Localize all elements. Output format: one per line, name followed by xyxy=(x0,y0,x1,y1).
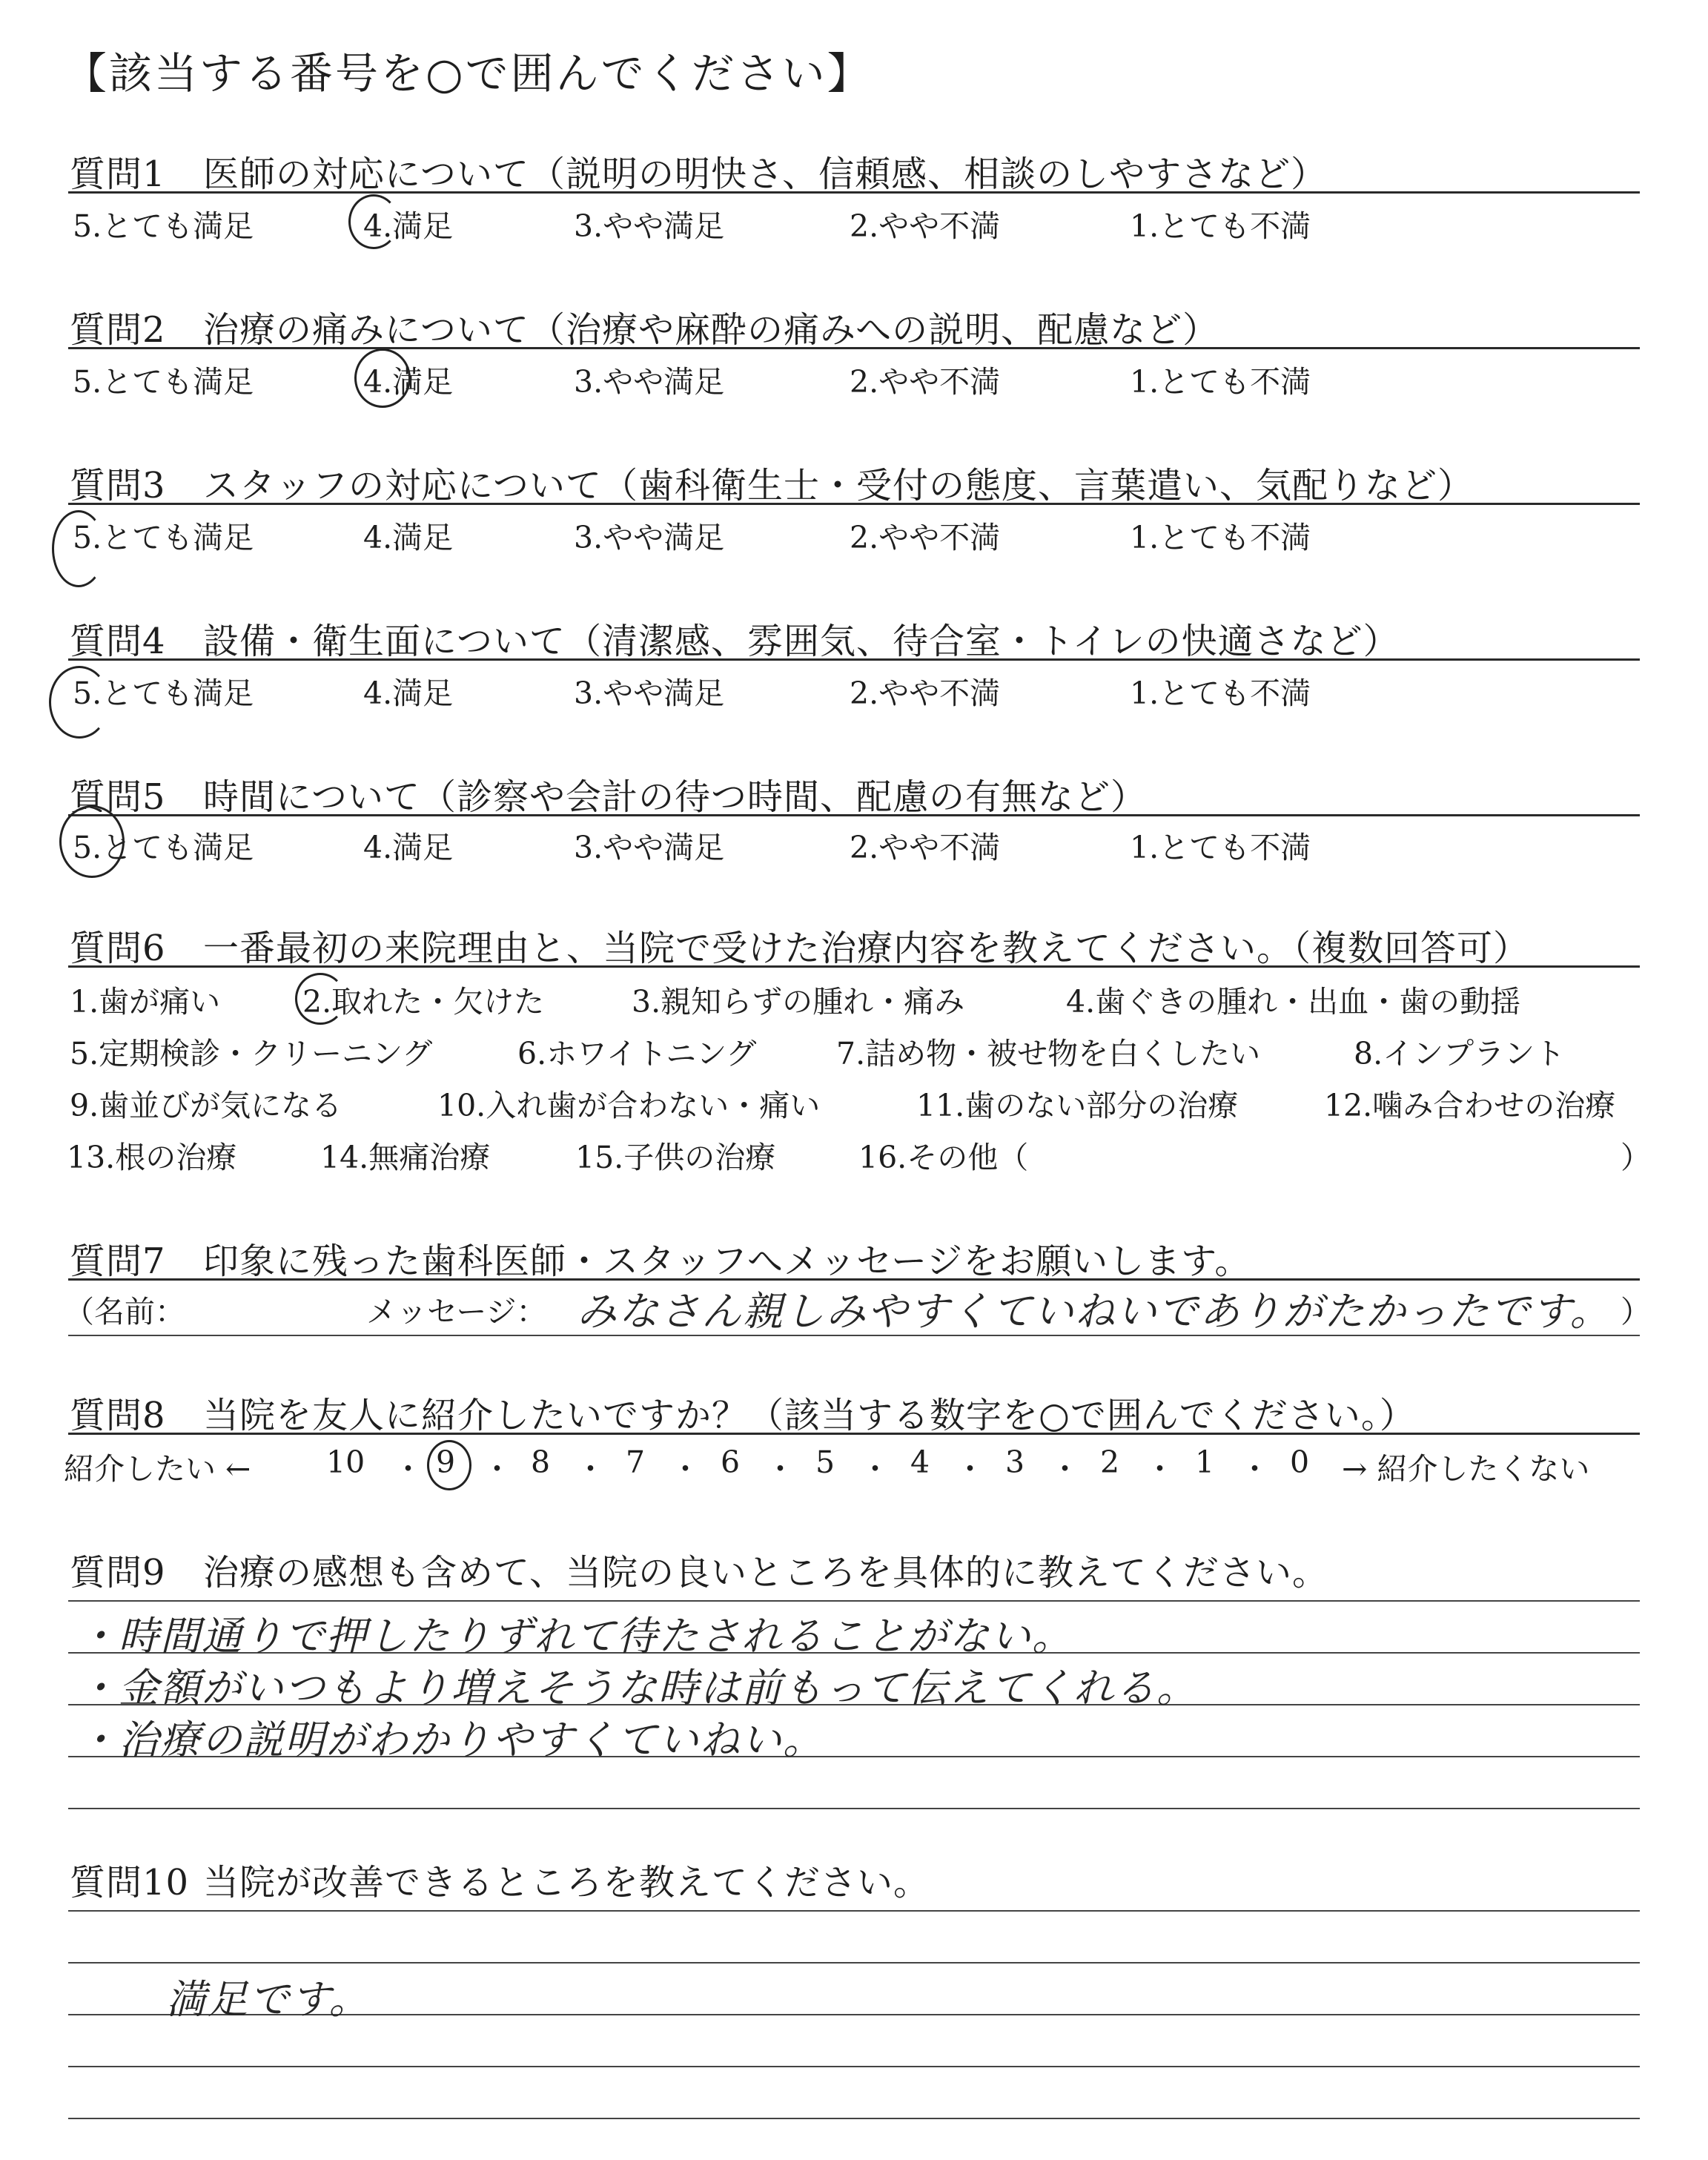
answer-line xyxy=(68,2118,1640,2119)
q6-option-7[interactable]: 7.詰め物・被せ物を白くしたい xyxy=(836,1036,1261,1071)
q5-selection-circle xyxy=(59,805,125,878)
question-text: 設備・衛生面について（清潔感、雰囲気、待合室・トイレの快適さなど） xyxy=(203,621,1400,662)
q8-score-10[interactable]: 10 xyxy=(326,1444,365,1480)
q6-option-5[interactable]: 5.定期検診・クリーニング xyxy=(70,1036,433,1071)
q6-option-16[interactable]: 16.その他（ xyxy=(858,1140,1029,1175)
divider xyxy=(68,965,1640,968)
q8-dot: ・ xyxy=(765,1451,795,1487)
q7-message-label: メッセージ： xyxy=(366,1294,547,1330)
question-text: 時間について（診察や会計の待つ時間、配慮の有無など） xyxy=(203,776,1148,818)
q8-score-5[interactable]: 5 xyxy=(815,1444,835,1480)
q3-option-5[interactable]: 5.とても満足 xyxy=(73,520,254,555)
q8-score-3[interactable]: 3 xyxy=(1005,1444,1025,1480)
question-text: スタッフの対応について（歯科衛生士・受付の態度、言葉遣い、気配りなど） xyxy=(203,465,1474,506)
question-number: 質問5 xyxy=(70,776,166,818)
question-number: 質問7 xyxy=(70,1241,166,1282)
q8-dot: ・ xyxy=(393,1451,423,1487)
q4-option-2[interactable]: 2.やや不満 xyxy=(850,676,1001,711)
q5-option-4[interactable]: 4.満足 xyxy=(363,830,454,865)
q5-option-5[interactable]: 5.とても満足 xyxy=(73,830,254,865)
question-number: 質問1 xyxy=(70,153,166,195)
answer-line xyxy=(68,1335,1640,1336)
q8-left-label: 紹介したい ← xyxy=(64,1451,251,1487)
q6-option-10[interactable]: 10.入れ歯が合わない・痛い xyxy=(437,1088,821,1123)
q3-selection-circle xyxy=(52,510,105,587)
question-5 xyxy=(70,768,1147,819)
q8-dot: ・ xyxy=(860,1451,890,1487)
q2-option-2[interactable]: 2.やや不満 xyxy=(850,364,1001,400)
q8-score-8[interactable]: 8 xyxy=(531,1444,551,1480)
q8-score-7[interactable]: 7 xyxy=(626,1444,646,1480)
q6-option-3[interactable]: 3.親知らずの腫れ・痛み xyxy=(632,984,965,1020)
q2-option-4[interactable]: 4.満足 xyxy=(363,364,454,400)
question-9 xyxy=(70,1544,1328,1595)
question-3 xyxy=(70,457,1474,508)
q1-option-2[interactable]: 2.やや不満 xyxy=(850,208,1001,244)
q6-option-14[interactable]: 14.無痛治療 xyxy=(320,1140,491,1175)
q9-answer-line-3: ・治療の説明がわかりやすくていねい。 xyxy=(77,1717,824,1763)
page-title: 【該当する番号を○で囲んでください】 xyxy=(64,48,873,99)
q8-dot: ・ xyxy=(1239,1451,1270,1487)
question-number: 質問4 xyxy=(70,621,166,662)
q8-dot: ・ xyxy=(482,1451,512,1487)
question-text: 当院が改善できるところを教えてください。 xyxy=(203,1862,930,1903)
q8-score-4[interactable]: 4 xyxy=(910,1444,930,1480)
q4-option-1[interactable]: 1.とても不満 xyxy=(1130,676,1311,711)
q6-option-12[interactable]: 12.噛み合わせの治療 xyxy=(1324,1088,1616,1123)
question-text: 治療の感想も含めて、当院の良いところを具体的に教えてください。 xyxy=(203,1552,1329,1593)
divider xyxy=(68,658,1640,661)
q4-option-5[interactable]: 5.とても満足 xyxy=(73,676,254,711)
question-number: 質問9 xyxy=(70,1552,166,1593)
q7-close-paren: ） xyxy=(1621,1294,1651,1330)
question-10 xyxy=(70,1854,930,1905)
q3-option-1[interactable]: 1.とても不満 xyxy=(1130,520,1311,555)
question-number: 質問3 xyxy=(70,465,166,506)
q5-option-2[interactable]: 2.やや不満 xyxy=(850,830,1001,865)
question-number: 質問6 xyxy=(70,928,166,969)
q6-selection-circle xyxy=(295,973,345,1025)
question-2 xyxy=(70,301,1219,352)
q6-option-9[interactable]: 9.歯並びが気になる xyxy=(70,1088,342,1123)
q7-name-label: （名前： xyxy=(64,1294,185,1330)
q6-close-paren: ） xyxy=(1621,1140,1651,1175)
question-number: 質問10 xyxy=(70,1862,190,1903)
q6-option-1[interactable]: 1.歯が痛い xyxy=(70,984,221,1020)
q8-score-2[interactable]: 2 xyxy=(1100,1444,1120,1480)
q4-selection-circle xyxy=(49,666,110,739)
q3-option-2[interactable]: 2.やや不満 xyxy=(850,520,1001,555)
q8-right-label: → 紹介したくない xyxy=(1342,1451,1590,1487)
q7-message-handwritten: みなさん親しみやすくていねいでありがたかったです。 xyxy=(577,1288,1612,1335)
q6-option-6[interactable]: 6.ホワイトニング xyxy=(517,1036,757,1071)
q1-option-3[interactable]: 3.やや満足 xyxy=(574,208,725,244)
q6-option-2[interactable]: 2.取れた・欠けた xyxy=(302,984,545,1020)
q8-selection-circle xyxy=(427,1440,471,1490)
question-text: 治療の痛みについて（治療や麻酔の痛みへの説明、配慮など） xyxy=(203,309,1219,351)
question-number: 質問2 xyxy=(70,309,166,351)
q9-answer-line-1: ・時間通りで押したりずれて待たされることがない。 xyxy=(77,1613,1073,1659)
q10-answer-handwritten: 満足です。 xyxy=(166,1976,371,2023)
q9-answer-line-2: ・金額がいつもより増えそうな時は前もって伝えてくれる。 xyxy=(77,1665,1198,1711)
q8-dot: ・ xyxy=(670,1451,701,1487)
question-4 xyxy=(70,612,1400,664)
divider xyxy=(68,503,1640,505)
q8-dot: ・ xyxy=(1050,1451,1080,1487)
q5-option-1[interactable]: 1.とても不満 xyxy=(1130,830,1311,865)
question-8 xyxy=(70,1387,1416,1438)
answer-line xyxy=(68,1962,1640,1964)
answer-line xyxy=(68,1808,1640,1809)
question-text: 当院を友人に紹介したいですか？（該当する数字を○で囲んでください。） xyxy=(203,1395,1416,1436)
q2-option-3[interactable]: 3.やや満足 xyxy=(574,364,725,400)
question-text: 医師の対応について（説明の明快さ、信頼感、相談のしやすさなど） xyxy=(203,153,1328,195)
divider xyxy=(68,1433,1640,1435)
q3-option-4[interactable]: 4.満足 xyxy=(363,520,454,555)
q6-option-13[interactable]: 13.根の治療 xyxy=(67,1140,237,1175)
q3-option-3[interactable]: 3.やや満足 xyxy=(574,520,725,555)
question-number: 質問8 xyxy=(70,1395,166,1436)
question-7 xyxy=(70,1232,1251,1284)
q1-option-4[interactable]: 4.満足 xyxy=(363,208,454,244)
question-text: 一番最初の来院理由と、当院で受けた治療内容を教えてください。（複数回答可） xyxy=(203,928,1530,969)
q6-option-11[interactable]: 11.歯のない部分の治療 xyxy=(916,1088,1239,1123)
divider xyxy=(68,814,1640,816)
question-1 xyxy=(70,145,1327,196)
q6-option-8[interactable]: 8.インプラント xyxy=(1354,1036,1566,1071)
q2-selection-circle xyxy=(354,349,411,408)
q2-option-5[interactable]: 5.とても満足 xyxy=(73,364,254,400)
answer-line xyxy=(68,2066,1640,2067)
q6-option-15[interactable]: 15.子供の治療 xyxy=(575,1140,776,1175)
q1-option-5[interactable]: 5.とても満足 xyxy=(73,208,254,244)
q8-score-0[interactable]: 0 xyxy=(1290,1444,1310,1480)
question-6 xyxy=(70,919,1529,971)
divider xyxy=(68,191,1640,194)
q8-score-1[interactable]: 1 xyxy=(1195,1444,1215,1480)
q8-dot: ・ xyxy=(955,1451,985,1487)
divider xyxy=(68,347,1640,349)
q5-option-3[interactable]: 3.やや満足 xyxy=(574,830,725,865)
q8-score-9[interactable]: 9 xyxy=(436,1444,456,1480)
q8-dot: ・ xyxy=(1145,1451,1175,1487)
question-text: 印象に残った歯科医師・スタッフへメッセージをお願いします。 xyxy=(203,1241,1251,1282)
q1-selection-circle xyxy=(348,194,399,249)
q4-option-4[interactable]: 4.満足 xyxy=(363,676,454,711)
q8-dot: ・ xyxy=(575,1451,606,1487)
q4-option-3[interactable]: 3.やや満足 xyxy=(574,676,725,711)
q6-option-4[interactable]: 4.歯ぐきの腫れ・出血・歯の動揺 xyxy=(1066,984,1521,1020)
q1-option-1[interactable]: 1.とても不満 xyxy=(1130,208,1311,244)
answer-line xyxy=(68,1910,1640,1912)
q8-score-6[interactable]: 6 xyxy=(721,1444,741,1480)
answer-line xyxy=(68,1600,1640,1602)
q2-option-1[interactable]: 1.とても不満 xyxy=(1130,364,1311,400)
